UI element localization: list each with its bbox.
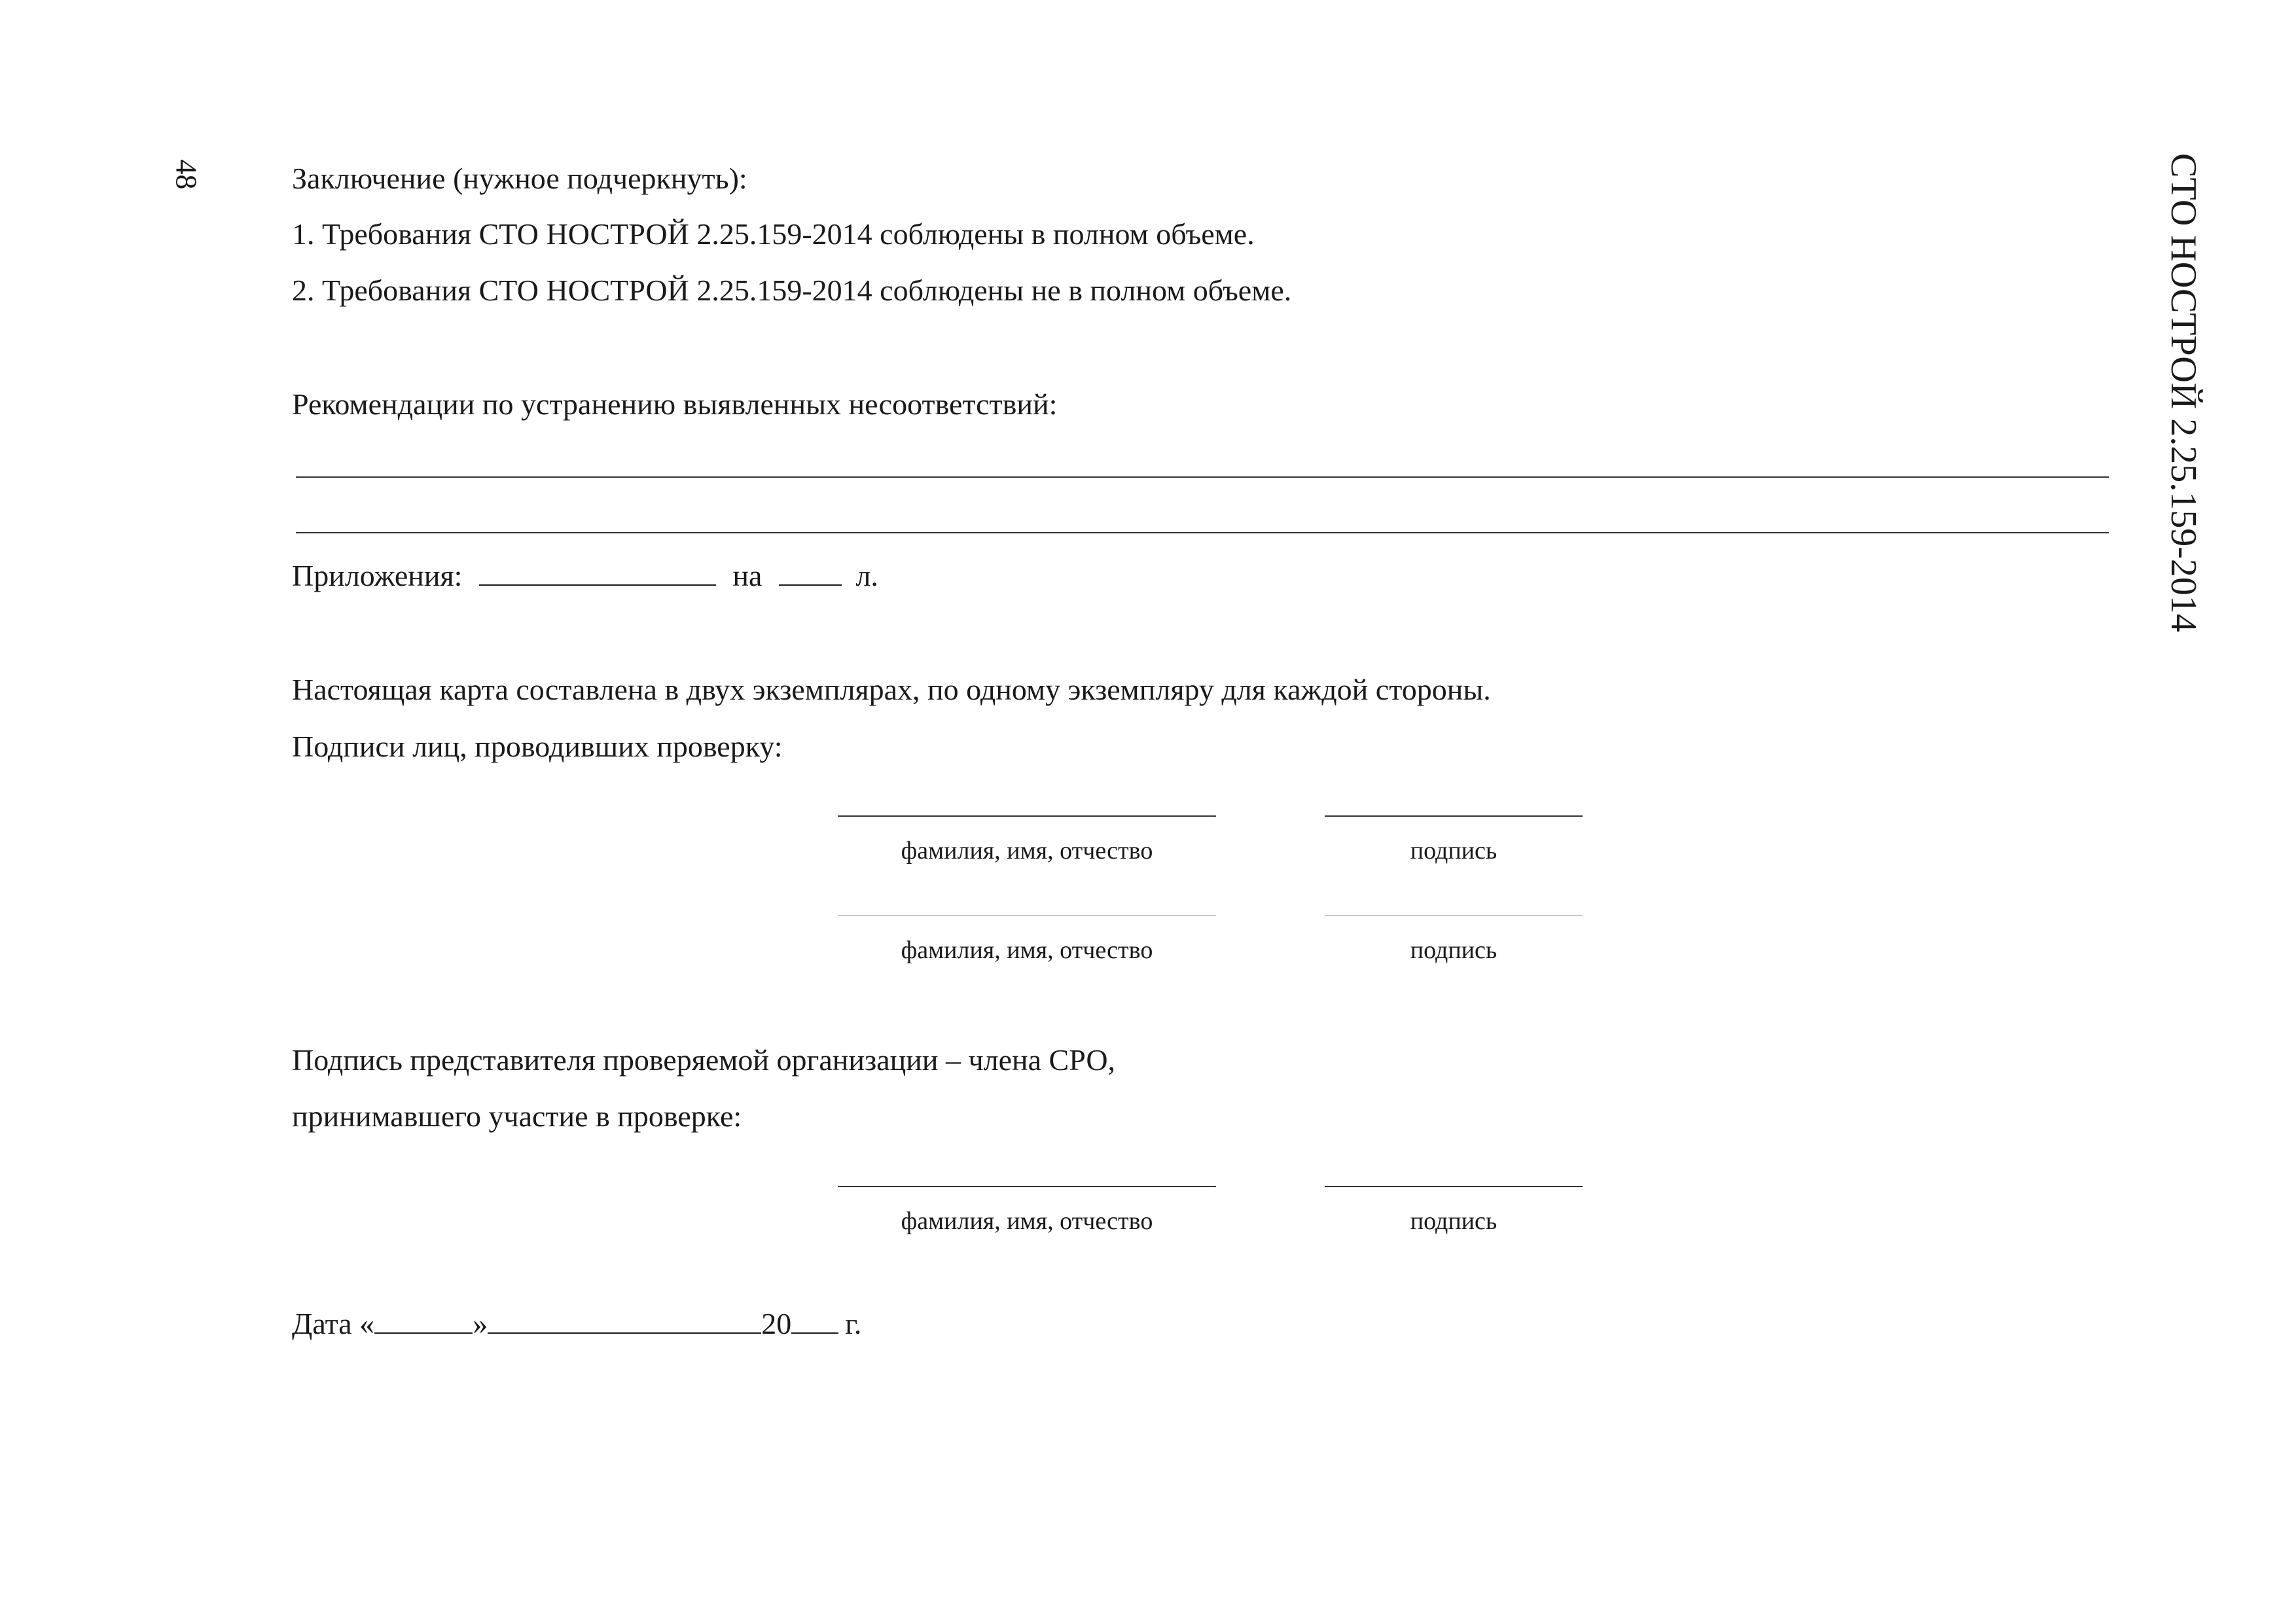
attachments-on-label: на xyxy=(732,559,762,592)
recommendations-line-1[interactable] xyxy=(296,476,2109,478)
inspector-1-sign-caption: подпись xyxy=(1410,837,1498,865)
date-close-quote: » xyxy=(473,1307,488,1340)
attachments-row xyxy=(292,561,878,591)
attachments-blank[interactable] xyxy=(479,562,716,586)
inspectors-label: Подписи лиц, проводивших проверку: xyxy=(292,730,783,763)
conclusion-option-1[interactable]: 1. Требования СТО НОСТРОЙ 2.25.159-2014 соблюдены в полном объеме. xyxy=(292,217,1255,251)
date-year-prefix: 20 xyxy=(761,1307,792,1340)
representative-fio-line[interactable] xyxy=(838,1186,1216,1187)
attachments-sheets-blank[interactable] xyxy=(779,562,842,586)
representative-fio-caption: фамилия, имя, отчество xyxy=(901,1207,1153,1235)
date-day-blank[interactable] xyxy=(374,1310,473,1334)
attachments-sheets-label: л. xyxy=(855,559,878,592)
representative-label-line-1: Подпись представителя проверяемой организации – члена СРО, xyxy=(292,1043,1116,1077)
date-row xyxy=(292,1309,861,1339)
document-side-title: СТО НОСТРОЙ 2.25.159-2014 xyxy=(2163,153,2204,632)
date-year-suffix: г. xyxy=(845,1307,862,1340)
date-month-blank[interactable] xyxy=(488,1310,761,1334)
representative-label-line-2: принимавшего участие в проверке: xyxy=(292,1099,742,1133)
date-year-blank[interactable] xyxy=(791,1310,838,1334)
date-label: Дата « xyxy=(292,1307,375,1340)
representative-sign-caption: подпись xyxy=(1410,1207,1498,1235)
recommendations-line-2[interactable] xyxy=(296,532,2109,533)
inspector-1-fio-caption: фамилия, имя, отчество xyxy=(901,837,1153,865)
inspector-1-sign-line[interactable] xyxy=(1325,815,1583,817)
recommendations-label: Рекомендации по устранению выявленных несоответствий: xyxy=(292,387,1058,421)
copies-note: Настоящая карта составлена в двух экземплярах, по одному экземпляру для каждой стороны. xyxy=(292,673,1491,706)
inspector-2-fio-caption: фамилия, имя, отчество xyxy=(901,936,1153,964)
conclusion-option-2[interactable]: 2. Требования СТО НОСТРОЙ 2.25.159-2014 соблюдены не в полном объеме. xyxy=(292,274,1292,307)
page-number: 48 xyxy=(170,159,204,190)
attachments-label: Приложения: xyxy=(292,559,463,592)
conclusion-heading: Заключение (нужное подчеркнуть): xyxy=(292,162,747,195)
inspector-2-sign-line[interactable] xyxy=(1325,915,1583,916)
inspector-1-fio-line[interactable] xyxy=(838,815,1216,817)
representative-sign-line[interactable] xyxy=(1325,1186,1583,1187)
inspector-2-fio-line[interactable] xyxy=(838,915,1216,916)
inspector-2-sign-caption: подпись xyxy=(1410,936,1498,964)
